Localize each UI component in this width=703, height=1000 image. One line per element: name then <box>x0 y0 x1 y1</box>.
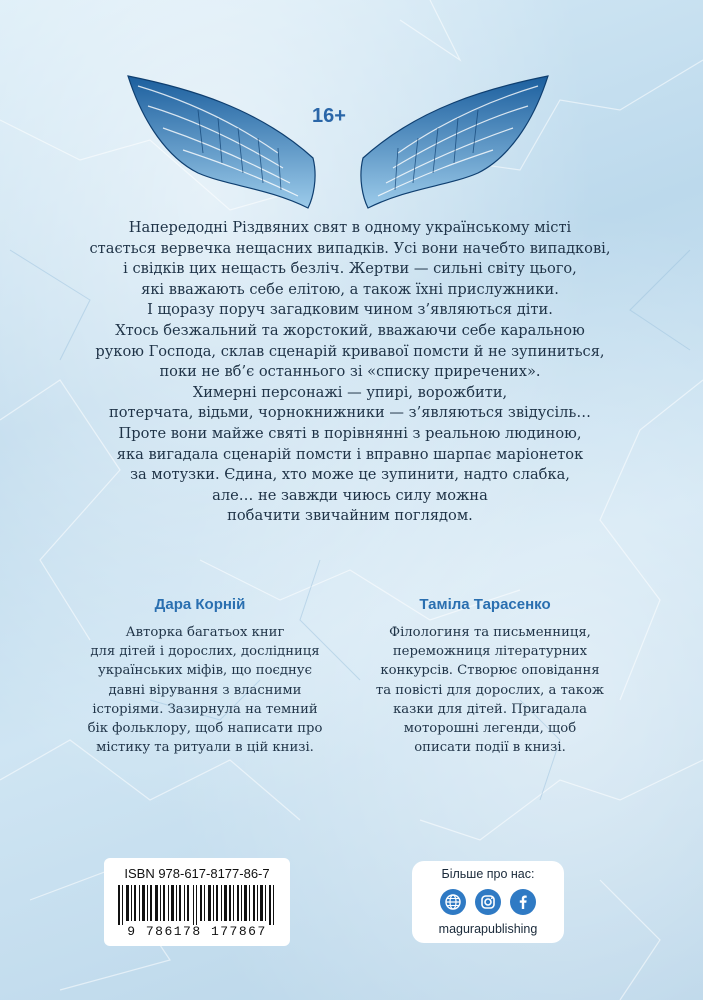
social-title: Більше про нас: <box>441 867 535 881</box>
blurb-line: І щоразу поруч загадковим чином з’являються діти. <box>147 301 553 319</box>
angel-wings-icon <box>118 68 558 218</box>
isbn-label: ISBN 978-617-8177-86-7 <box>124 866 270 881</box>
bio-line: переможниця літературних <box>392 644 588 660</box>
bio-line: конкурсів. Створює оповідання <box>380 663 600 679</box>
instagram-icon[interactable] <box>475 889 501 915</box>
bio-line: казки для дітей. Пригадала <box>393 701 587 717</box>
age-rating: 16+ <box>312 105 346 127</box>
barcode-icon <box>114 885 280 925</box>
bio-line: давні вірування з власними <box>108 682 302 698</box>
blurb-line: побачити звичайним поглядом. <box>227 507 473 525</box>
book-blurb <box>70 218 630 527</box>
bio-line: та повісті для дорослих, а також <box>375 682 605 698</box>
bio-line: моторошні легенди, щоб <box>403 721 577 737</box>
globe-icon[interactable] <box>440 889 466 915</box>
blurb-line: Проте вони майже святі в порівнянні з реальною людиною, <box>118 424 582 442</box>
publisher-site[interactable]: magurapublishing <box>438 922 538 936</box>
bio-line: Авторка багатьох книг <box>125 625 285 640</box>
blurb-line: Напередодні Різдвяних свят в одному українському місті <box>128 219 572 236</box>
author-name-2: Таміла Тарасенко <box>419 596 551 613</box>
bio-line: історіями. Зазирнула на темний <box>92 701 318 717</box>
bio-line: українських міфів, що поєднує <box>98 663 312 679</box>
bio-line: містику та ритуали в цій книзі. <box>96 740 314 756</box>
author-bio-1 <box>80 623 330 757</box>
blurb-line: за мотузки. Єдина, хто може це зупинити, надто слабка, <box>130 466 570 484</box>
blurb-line: поки не вб’є останнього зі «списку приречених». <box>159 363 541 381</box>
blurb-line: стається вервечка нещасних випадків. Усі вони начебто випадкові, <box>89 239 611 257</box>
facebook-icon[interactable] <box>510 889 536 915</box>
isbn-barcode-box <box>104 858 290 946</box>
blurb-line: але… не завжди чиюсь силу можна <box>212 486 488 504</box>
blurb-line: і свідків цих нещасть безліч. Жертви — сильні світу цього, <box>123 260 577 278</box>
social-links-box <box>412 861 564 943</box>
blurb-line: Химерні персонажі — упирі, ворожбити, <box>192 383 508 401</box>
blurb-line: потерчата, відьми, чорнокнижники — з’являються звідусіль… <box>109 404 591 422</box>
blurb-line: які вважають себе елітою, а також їхні прислужники. <box>141 280 559 298</box>
blurb-line: яка вигадала сценарій помсти і вправно шарпає маріонеток <box>116 445 584 463</box>
author-bio-2 <box>365 623 615 757</box>
bio-line: Філологиня та письменниця, <box>389 625 591 640</box>
blurb-line: рукою Господа, склав сценарій кривавої помсти й не зупиниться, <box>95 342 605 360</box>
bio-line: бік фольклору, щоб написати про <box>87 721 323 737</box>
barcode-digits: 9 786178 177867 <box>127 924 267 939</box>
blurb-line: Хтось безжальний та жорстокий, вважаючи себе каральною <box>115 321 585 339</box>
author-name-1: Дара Корній <box>154 596 246 613</box>
bio-line: описати події в книзі. <box>414 740 566 756</box>
bio-line: для дітей і дорослих, дослідниця <box>90 644 320 660</box>
